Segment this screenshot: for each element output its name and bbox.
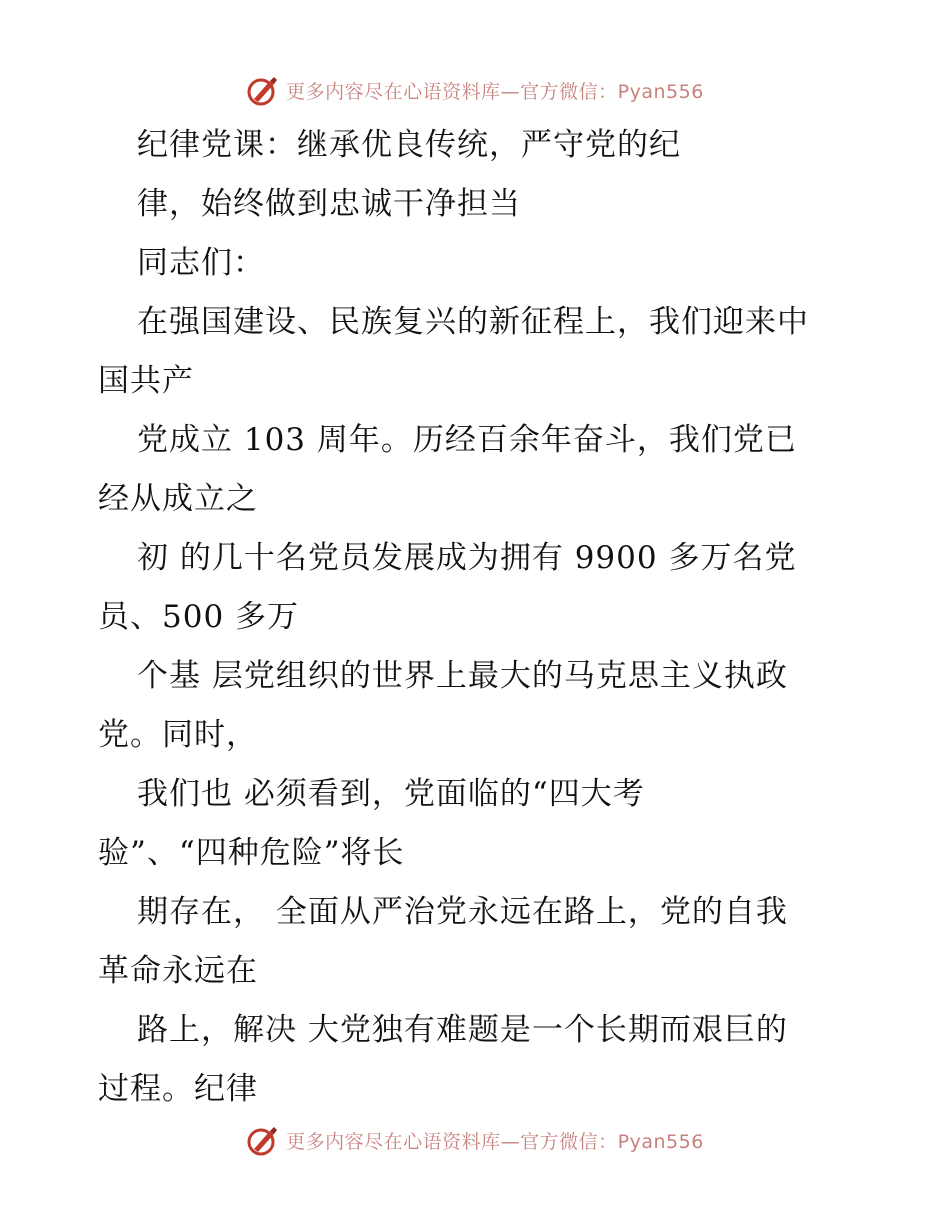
paragraph-line: 党成立 103 周年。历经百余年奋斗，我们党已 [137, 422, 797, 458]
paragraph-line: 路上，解决 大党独有难题是一个长期而艰巨的 [137, 1012, 788, 1048]
document-title-line-1: 纪律党课：继承优良传统，严守党的纪 [137, 127, 681, 163]
watermark-text: 更多内容尽在心语资料库—官方微信：Pyan556 [286, 1130, 704, 1153]
header-watermark [0, 70, 950, 110]
document-title-line-2: 律，始终做到忠诚干净担当 [137, 186, 521, 222]
paragraph-line: 经从成立之 [98, 481, 258, 517]
paragraph-line: 革命永远在 [98, 953, 258, 989]
paragraph-line: 过程。纪律 [98, 1071, 258, 1107]
paragraph-line: 员、500 多万 [98, 599, 300, 635]
paragraph-line: 我们也 必须看到，党面临的“四大考 [137, 776, 645, 812]
watermark-text: 更多内容尽在心语资料库—官方微信：Pyan556 [286, 80, 704, 103]
paragraph-line: 验”、“四种危险”将长 [98, 835, 405, 871]
paragraph-line: 个基 层党组织的世界上最大的马克思主义执政 [137, 658, 788, 694]
paragraph-line: 在强国建设、民族复兴的新征程上，我们迎来中 [137, 304, 809, 340]
salutation: 同志们： [137, 245, 265, 281]
pen-in-circle-icon [246, 1123, 280, 1157]
paragraph-line: 党。同时， [98, 717, 258, 753]
paragraph-line: 期存在， 全面从严治党永远在路上，党的自我 [137, 894, 788, 930]
footer-watermark [0, 1120, 950, 1160]
paragraph-line: 初 的几十名党员发展成为拥有 9900 多万名党 [137, 540, 797, 576]
pen-in-circle-icon [246, 73, 280, 107]
paragraph-line: 国共产 [98, 363, 194, 399]
